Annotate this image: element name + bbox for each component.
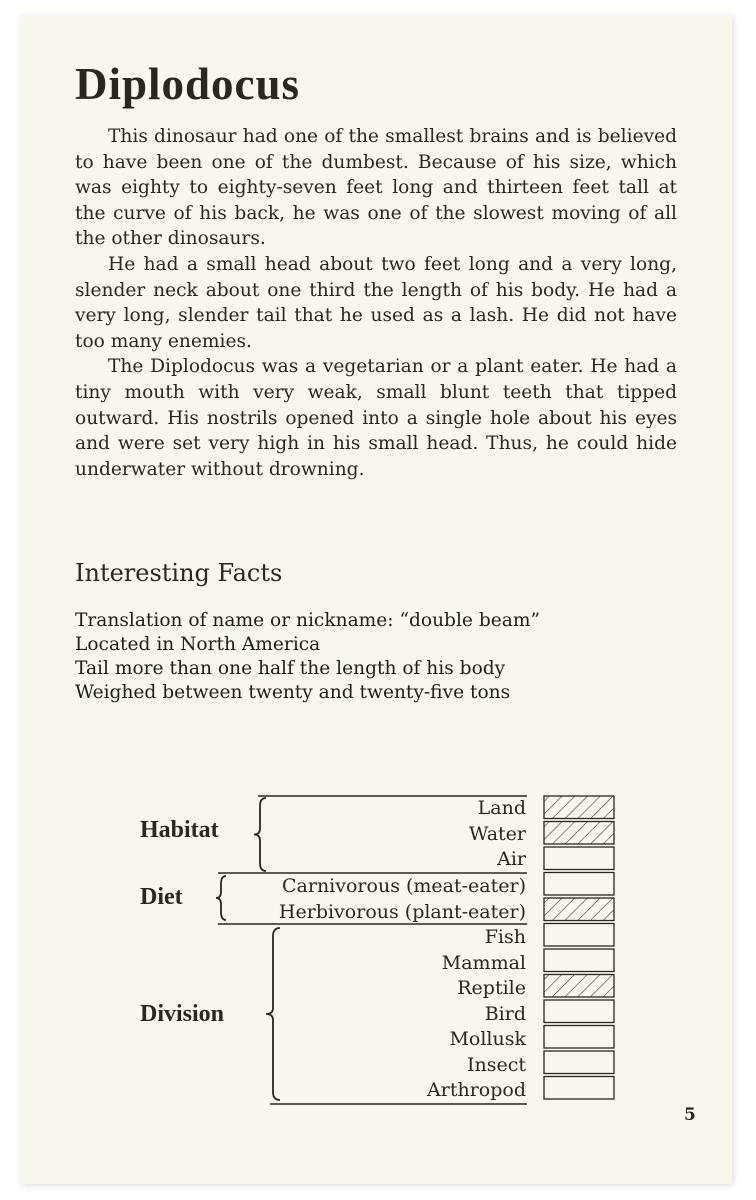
group-label-division: Division: [140, 1001, 225, 1027]
checkbox-checked: [544, 975, 614, 998]
brace-mark: [254, 798, 266, 871]
row-label-reptile: Reptile: [457, 977, 526, 999]
group-label-habitat: Habitat: [140, 817, 219, 843]
row-label-land: Land: [477, 797, 526, 819]
fact-item: Tail more than one half the length of his body: [75, 658, 506, 679]
checkbox-column: [544, 796, 614, 1099]
group-label-diet: Diet: [140, 884, 183, 910]
row-label-mollusk: Mollusk: [449, 1028, 526, 1050]
fact-item: Located in North America: [75, 634, 321, 655]
checkbox-empty: [544, 1077, 614, 1100]
checkbox-checked: [544, 822, 614, 845]
checkbox-checked: [544, 898, 614, 921]
checkbox-empty: [544, 924, 614, 947]
page-title: Diplodocus: [75, 59, 301, 109]
checkbox-empty: [544, 873, 614, 896]
checkbox-checked: [544, 796, 614, 819]
row-label-insect: Insect: [466, 1053, 526, 1076]
paragraph: This dinosaur had one of the smallest brains and is believed to have been one of the dumbest. Because of his size, which was eighty to eighty-seven feet long and thirteen feet tall at the curve of his back, he was one of the slowest moving of all the other dinosaurs.: [75, 126, 677, 250]
row-label-bird: Bird: [484, 1002, 526, 1025]
checkbox-empty: [544, 1000, 614, 1023]
row-label-fish: Fish: [484, 926, 526, 948]
checkbox-empty: [544, 847, 614, 870]
book-page: [20, 14, 732, 1184]
checkbox-empty: [544, 1051, 614, 1074]
row-label-air: Air: [497, 848, 526, 870]
row-label-carnivorous: Carnivorous (meat-eater): [282, 875, 526, 897]
row-label-herbivorous: Herbivorous (plant-eater): [278, 900, 526, 923]
fact-item: Translation of name or nickname: “double beam”: [75, 610, 540, 631]
facts-heading: Interesting Facts: [75, 559, 283, 587]
row-label-mammal: Mammal: [441, 951, 526, 974]
fact-item: Weighed between twenty and twenty-five tons: [75, 682, 511, 703]
brace-mark: [266, 928, 280, 1100]
checkbox-empty: [544, 1026, 614, 1049]
checkbox-empty: [544, 949, 614, 972]
brace-mark: [216, 876, 226, 920]
classification-chart: [20, 14, 732, 1184]
paragraph: He had a small head about two feet long and a very long, slender neck about one third the length of his body. He had a very long, slender tail that he used as a lash. He did not have too many enemies.: [75, 253, 677, 352]
page-number: 5: [684, 1105, 696, 1125]
row-label-water: Water: [468, 822, 526, 845]
paragraph: The Diplodocus was a vegetarian or a plant eater. He had a tiny mouth with very weak, small blunt teeth that tipped outward. His nostrils opened into a single hole about his eyes and were set very high in his small head. Thus, he could hide underwater without drowning.: [75, 356, 677, 480]
row-label-arthropod: Arthropod: [427, 1079, 526, 1101]
